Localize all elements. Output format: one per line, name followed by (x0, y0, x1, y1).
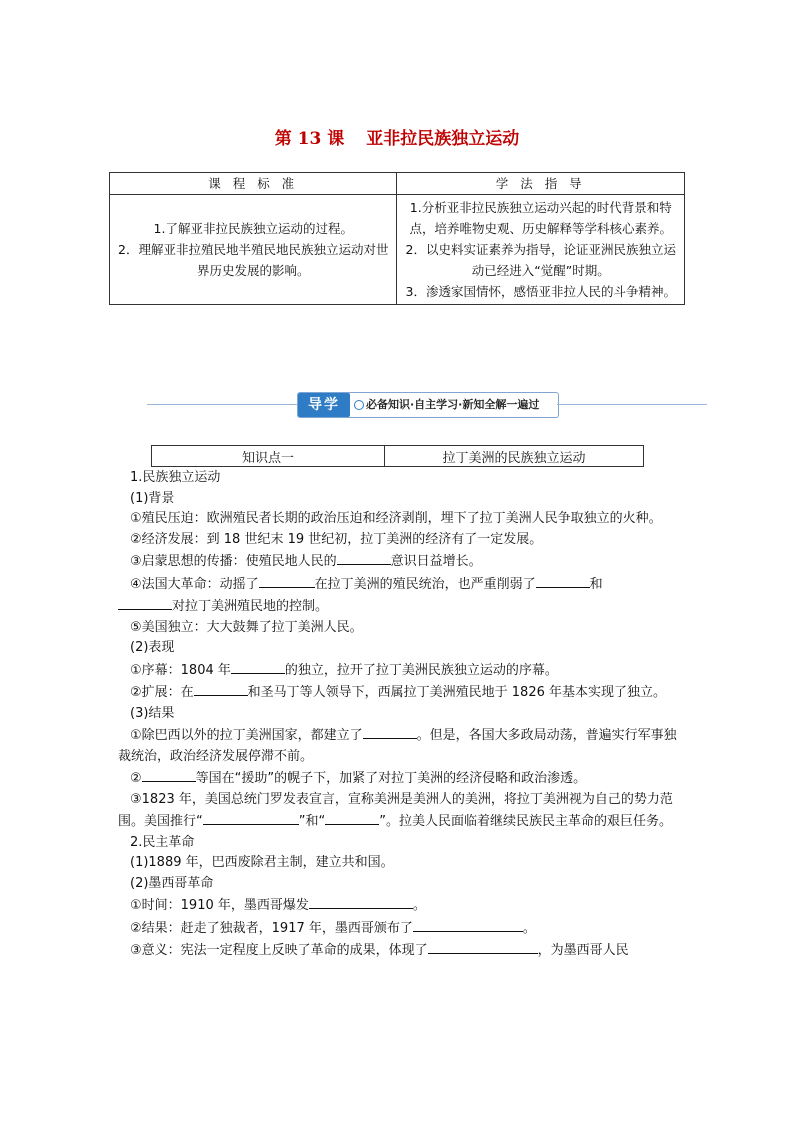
text: ④法国大革命：动摇了 (130, 576, 259, 592)
background-item (118, 573, 678, 618)
section-banner (147, 392, 707, 418)
fill-blank[interactable] (231, 659, 285, 674)
text: 的独立，拉开了拉丁美洲民族独立运动的序幕。 (284, 662, 558, 678)
fill-blank[interactable] (142, 767, 196, 782)
text: ③1823 年，美国总统门罗发表宣言，宣称美洲是美洲人的美洲，将拉丁美洲视为自己的势力范围。美国推行“ (118, 791, 673, 829)
text: ①序幕：1804 年 (130, 662, 231, 678)
divider (147, 404, 297, 405)
knowledge-point-table (151, 445, 644, 467)
study-guide-cell (397, 195, 685, 305)
guide-item: 3．渗透家国情怀，感悟亚非拉人民的斗争精神。 (405, 284, 676, 299)
banner-subtitle: 必备知识·自主学习·新知全解一遍过 (366, 398, 540, 411)
text: ②结果：赶走了独裁者，1917 年，墨西哥颁布了 (130, 920, 413, 936)
lesson-content (118, 468, 678, 962)
result-item (118, 767, 678, 790)
subsection-heading: (3)结果 (130, 705, 175, 721)
knowledge-point-topic: 拉丁美洲的民族独立运动 (385, 446, 644, 467)
lesson-name: 亚非拉民族独立运动 (366, 129, 520, 149)
expression-item (118, 659, 678, 682)
text: 。但是，各国大多政局动荡，普遍实行军事独裁统治，政治经济发展停滞不前。 (118, 728, 677, 764)
standard-item: 1.了解亚非拉民族独立运动的过程。 (153, 221, 353, 236)
subsection-heading: (1)背景 (130, 490, 175, 506)
fill-blank[interactable] (203, 810, 299, 825)
header-study-guide: 学 法 指 导 (397, 173, 685, 195)
section-heading: 1.民族独立运动 (130, 470, 221, 485)
text: 和圣马丁等人领导下，西属拉丁美洲殖民地于 1826 年基本实现了独立。 (247, 685, 667, 700)
lesson-title (0, 124, 794, 149)
divider (557, 404, 707, 405)
guide-item: 1.分析亚非拉民族独立运动兴起的时代背景和特点，培养唯物史观、历史解释等学科核心素养。 (409, 200, 672, 236)
fill-blank[interactable] (259, 573, 315, 588)
text: ，为墨西哥人民 (537, 943, 629, 958)
text: 。 (522, 920, 536, 936)
background-item: ⑤美国独立：大大鼓舞了拉丁美洲人民。 (130, 619, 363, 635)
text: 和 (589, 576, 603, 592)
background-item: ①殖民压迫：欧洲殖民者长期的政治压迫和经济剥削，埋下了拉丁美洲人民争取独立的火种。 (130, 511, 662, 526)
mexico-item (118, 894, 678, 917)
fill-blank[interactable] (413, 917, 523, 932)
fill-blank[interactable] (363, 724, 417, 739)
text: ”和“ (298, 814, 326, 829)
circle-dot-icon (354, 400, 364, 410)
lesson-number: 第 13 课 (274, 129, 345, 149)
text: 等国在“援助”的幌子下，加紧了对拉丁美洲的经济侵略和政治渗透。 (195, 771, 587, 786)
subsection-heading: (1)1889 年，巴西废除君主制，建立共和国。 (130, 855, 394, 870)
standard-item: 2．理解亚非拉殖民地半殖民地民族独立运动对世界历史发展的影响。 (118, 242, 389, 278)
text: ②扩展：在 (130, 685, 194, 700)
background-item: ②经济发展：到 18 世纪末 19 世纪初，拉丁美洲的经济有了一定发展。 (130, 531, 543, 547)
mexico-item (118, 939, 678, 962)
text: ③意义：宪法一定程度上反映了革命的成果，体现了 (130, 943, 428, 958)
subsection-heading: (2)墨西哥革命 (130, 875, 214, 891)
background-item (118, 550, 678, 573)
standards-table (109, 172, 685, 305)
result-item (118, 724, 678, 767)
text: ①除巴西以外的拉丁美洲国家，都建立了 (130, 728, 363, 743)
fill-blank[interactable] (194, 681, 248, 696)
text: 在拉丁美洲的殖民统治，也严重削弱了 (314, 576, 536, 592)
curriculum-standard-cell (110, 195, 397, 305)
mexico-item (118, 917, 678, 940)
text: ③启蒙思想的传播：使殖民地人民的 (130, 554, 337, 569)
fill-blank[interactable] (325, 810, 379, 825)
banner-box (297, 392, 559, 418)
text: 对拉丁美洲殖民地的控制。 (172, 599, 329, 614)
text: ② (130, 771, 142, 786)
guide-item: 2．以史料实证素养为指导，论证亚洲民族独立运动已经进入“觉醒”时期。 (405, 242, 676, 278)
fill-blank[interactable] (428, 939, 538, 954)
fill-blank[interactable] (309, 894, 413, 909)
result-item (118, 790, 678, 833)
fill-blank[interactable] (118, 595, 172, 610)
banner-tag: 导学 (298, 393, 350, 417)
expression-item (118, 681, 678, 704)
fill-blank[interactable] (536, 573, 590, 588)
text: 。 (412, 898, 426, 913)
knowledge-point-label: 知识点一 (152, 446, 385, 467)
text: 意识日益增长。 (390, 554, 482, 569)
fill-blank[interactable] (337, 550, 391, 565)
text: ”。拉美人民面临着继续民族民主革命的艰巨任务。 (379, 814, 672, 829)
section-heading: 2.民主革命 (130, 834, 195, 850)
subsection-heading: (2)表现 (130, 640, 175, 655)
header-curriculum-standard: 课 程 标 准 (110, 173, 397, 195)
text: ①时间：1910 年，墨西哥爆发 (130, 898, 309, 913)
